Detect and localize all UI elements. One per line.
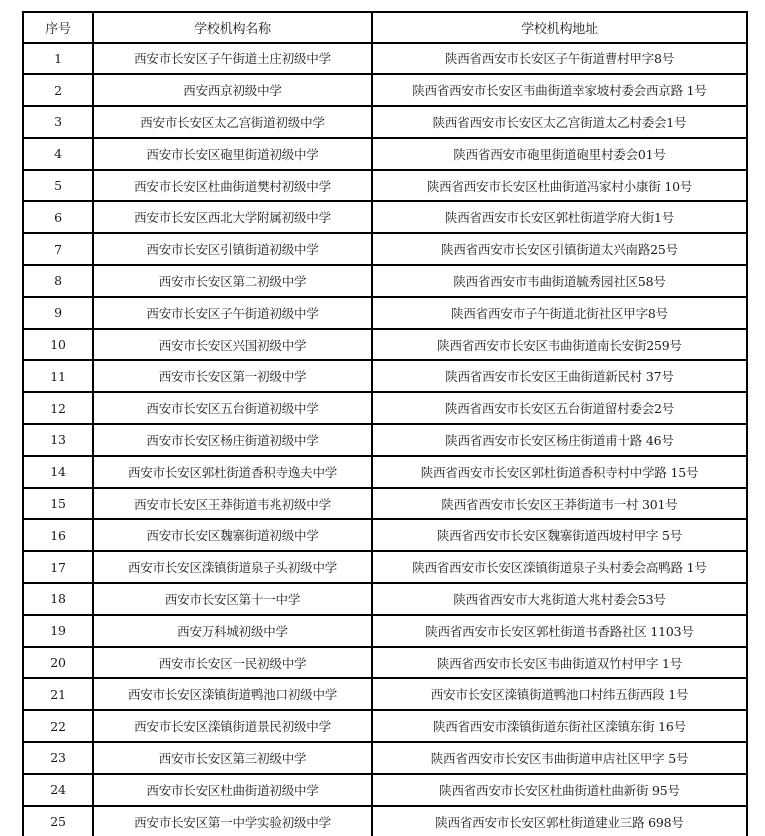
cell-index: 14 <box>23 456 93 488</box>
cell-index: 5 <box>23 170 93 202</box>
cell-school-address: 陕西省西安市滦镇街道东街社区滦镇东街 16号 <box>372 710 747 742</box>
table-row <box>23 456 747 488</box>
table-row <box>23 678 747 710</box>
cell-school-name: 西安西京初级中学 <box>93 74 372 106</box>
cell-index: 12 <box>23 392 93 424</box>
table-row <box>23 647 747 679</box>
cell-school-name: 西安市长安区郭杜街道香积寺逸夫中学 <box>93 456 372 488</box>
cell-school-address: 陕西省西安市长安区杨庄街道甫十路 46号 <box>372 424 747 456</box>
cell-school-address: 陕西省西安市子午街道北街社区甲字8号 <box>372 297 747 329</box>
cell-school-address: 陕西省西安市长安区杜曲街道杜曲新街 95号 <box>372 774 747 806</box>
cell-index: 2 <box>23 74 93 106</box>
cell-school-address: 陕西省西安市韦曲街道毓秀园社区58号 <box>372 265 747 297</box>
cell-school-name: 西安市长安区一民初级中学 <box>93 647 372 679</box>
cell-index: 18 <box>23 583 93 615</box>
table-header-row <box>23 12 747 43</box>
table-row <box>23 615 747 647</box>
cell-index: 13 <box>23 424 93 456</box>
table-row <box>23 519 747 551</box>
cell-school-name: 西安市长安区杜曲街道初级中学 <box>93 774 372 806</box>
cell-school-address: 陕西省西安市长安区韦曲街道幸家坡村委会西京路 1号 <box>372 74 747 106</box>
cell-index: 25 <box>23 806 93 836</box>
cell-index: 4 <box>23 138 93 170</box>
table-row <box>23 74 747 106</box>
cell-school-name: 西安市长安区杜曲街道樊村初级中学 <box>93 170 372 202</box>
table-row <box>23 710 747 742</box>
cell-index: 9 <box>23 297 93 329</box>
cell-index: 20 <box>23 647 93 679</box>
cell-school-name: 西安市长安区砲里街道初级中学 <box>93 138 372 170</box>
cell-school-address: 陕西省西安市砲里街道砲里村委会01号 <box>372 138 747 170</box>
cell-school-name: 西安市长安区魏寨街道初级中学 <box>93 519 372 551</box>
cell-index: 3 <box>23 106 93 138</box>
cell-school-name: 西安市长安区滦镇街道泉子头初级中学 <box>93 551 372 583</box>
table-row <box>23 392 747 424</box>
table-row <box>23 806 747 836</box>
cell-school-name: 西安市长安区杨庄街道初级中学 <box>93 424 372 456</box>
cell-school-name: 西安市长安区五台街道初级中学 <box>93 392 372 424</box>
cell-index: 15 <box>23 488 93 520</box>
cell-school-name: 西安市长安区子午街道初级中学 <box>93 297 372 329</box>
cell-school-name: 西安市长安区王莽街道韦兆初级中学 <box>93 488 372 520</box>
cell-index: 19 <box>23 615 93 647</box>
cell-school-address: 陕西省西安市长安区太乙宫街道太乙村委会1号 <box>372 106 747 138</box>
cell-school-address: 陕西省西安市长安区郭杜街道书香路社区 1103号 <box>372 615 747 647</box>
cell-school-name: 西安万科城初级中学 <box>93 615 372 647</box>
table-row <box>23 360 747 392</box>
table-row <box>23 170 747 202</box>
cell-index: 23 <box>23 742 93 774</box>
table-row <box>23 138 747 170</box>
cell-school-address: 陕西省西安市长安区韦曲街道双竹村甲字 1号 <box>372 647 747 679</box>
cell-school-address: 陕西省西安市长安区郭杜街道学府大街1号 <box>372 201 747 233</box>
cell-index: 8 <box>23 265 93 297</box>
cell-index: 22 <box>23 710 93 742</box>
table-row <box>23 583 747 615</box>
cell-school-address: 陕西省西安市大兆街道大兆村委会53号 <box>372 583 747 615</box>
cell-school-name: 西安市长安区引镇街道初级中学 <box>93 233 372 265</box>
cell-index: 7 <box>23 233 93 265</box>
school-table <box>22 11 748 836</box>
cell-school-address: 陕西省西安市长安区滦镇街道泉子头村委会高鸭路 1号 <box>372 551 747 583</box>
cell-school-name: 西安市长安区西北大学附属初级中学 <box>93 201 372 233</box>
cell-school-address: 陕西省西安市长安区五台街道留村委会2号 <box>372 392 747 424</box>
cell-school-name: 西安市长安区兴国初级中学 <box>93 329 372 361</box>
table-row <box>23 297 747 329</box>
cell-school-address: 西安市长安区滦镇街道鸭池口村纬五街西段 1号 <box>372 678 747 710</box>
table-body <box>23 43 747 836</box>
cell-school-name: 西安市长安区第一初级中学 <box>93 360 372 392</box>
cell-school-address: 陕西省西安市长安区王莽街道韦一村 301号 <box>372 488 747 520</box>
cell-school-name: 西安市长安区第三初级中学 <box>93 742 372 774</box>
cell-school-address: 陕西省西安市长安区韦曲街道南长安街259号 <box>372 329 747 361</box>
table-row <box>23 424 747 456</box>
cell-school-name: 西安市长安区太乙宫街道初级中学 <box>93 106 372 138</box>
cell-school-name: 西安市长安区滦镇街道景民初级中学 <box>93 710 372 742</box>
cell-index: 17 <box>23 551 93 583</box>
cell-index: 21 <box>23 678 93 710</box>
cell-school-name: 西安市长安区子午街道土庄初级中学 <box>93 43 372 75</box>
table-row <box>23 774 747 806</box>
cell-school-name: 西安市长安区第二初级中学 <box>93 265 372 297</box>
cell-index: 16 <box>23 519 93 551</box>
cell-index: 11 <box>23 360 93 392</box>
cell-index: 10 <box>23 329 93 361</box>
cell-index: 6 <box>23 201 93 233</box>
cell-school-address: 陕西省西安市长安区子午街道曹村甲字8号 <box>372 43 747 75</box>
header-school-address: 学校机构地址 <box>372 12 747 43</box>
cell-school-name: 西安市长安区第一中学实验初级中学 <box>93 806 372 836</box>
header-index: 序号 <box>23 12 93 43</box>
table-row <box>23 551 747 583</box>
cell-school-address: 陕西省西安市长安区郭杜街道建业三路 698号 <box>372 806 747 836</box>
table-row <box>23 233 747 265</box>
table-row <box>23 106 747 138</box>
cell-index: 24 <box>23 774 93 806</box>
table-row <box>23 201 747 233</box>
cell-school-name: 西安市长安区滦镇街道鸭池口初级中学 <box>93 678 372 710</box>
cell-school-address: 陕西省西安市长安区郭杜街道香积寺村中学路 15号 <box>372 456 747 488</box>
cell-school-address: 陕西省西安市长安区魏寨街道西坡村甲字 5号 <box>372 519 747 551</box>
table-row <box>23 265 747 297</box>
table-row <box>23 43 747 75</box>
table-row <box>23 488 747 520</box>
cell-school-address: 陕西省西安市长安区引镇街道太兴南路25号 <box>372 233 747 265</box>
table-row <box>23 329 747 361</box>
cell-index: 1 <box>23 43 93 75</box>
cell-school-address: 陕西省西安市长安区韦曲街道申店社区甲字 5号 <box>372 742 747 774</box>
table-row <box>23 742 747 774</box>
cell-school-name: 西安市长安区第十一中学 <box>93 583 372 615</box>
header-school-name: 学校机构名称 <box>93 12 372 43</box>
cell-school-address: 陕西省西安市长安区杜曲街道冯家村小康街 10号 <box>372 170 747 202</box>
cell-school-address: 陕西省西安市长安区王曲街道新民村 37号 <box>372 360 747 392</box>
